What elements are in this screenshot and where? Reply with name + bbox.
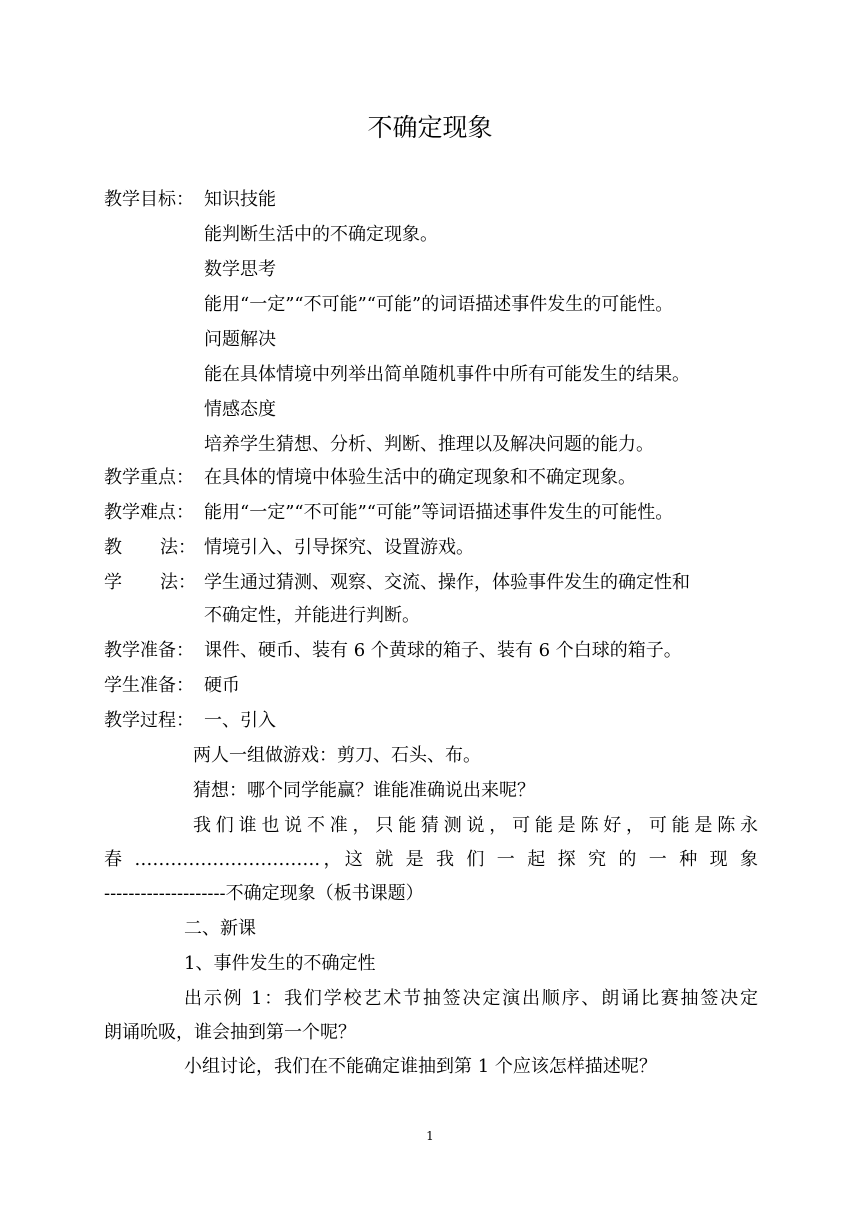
teach-method-text: 情境引入、引导探究、设置游戏。 (204, 537, 474, 558)
section-heading-uncertainty: 1、事件发生的不确定性 (184, 953, 376, 974)
teach-method-label-right: 法： (160, 537, 196, 558)
objective-heading-attitude: 情感态度 (204, 399, 276, 420)
page-number: 1 (426, 1129, 434, 1143)
key-point-label: 教学重点： (104, 467, 194, 488)
difficulty-label: 教学难点： (104, 502, 194, 523)
student-prep-text: 硬币 (204, 675, 240, 696)
example-line-1: 出示例 1：我们学校艺术节抽签决定演出顺序、朗诵比赛抽签决定 (184, 988, 758, 1009)
objective-heading-problem-solving: 问题解决 (204, 329, 276, 350)
learn-method-label-left: 学 (104, 572, 122, 593)
objective-text-math-thinking: 能用“一定”“不可能”“可能”的词语描述事件发生的可能性。 (204, 294, 674, 315)
learn-method-label-right: 法： (160, 572, 196, 593)
guess-question: 猜想：哪个同学能赢？谁能准确说出来呢？ (193, 780, 535, 801)
teach-method-label-left: 教 (104, 537, 122, 558)
example-line-2: 朗诵吮吸，谁会抽到第一个呢？ (104, 1022, 356, 1043)
paragraph-line-2: 春 ………………………….，这 就 是 我 们 一 起 探 究 的 一 种 现 象 (104, 849, 758, 870)
objective-text-attitude: 培养学生猜想、分析、判断、推理以及解决问题的能力。 (204, 434, 654, 455)
process-label: 教学过程： (104, 710, 194, 731)
difficulty-text: 能用“一定”“不可能”“可能”等词语描述事件发生的可能性。 (204, 502, 674, 523)
game-description: 两人一组做游戏：剪刀、石头、布。 (193, 745, 481, 766)
key-point-text: 在具体的情境中体验生活中的确定现象和不确定现象。 (204, 467, 636, 488)
paragraph-line-3: --------------------不确定现象（板书课题） (104, 883, 424, 904)
objective-heading-knowledge: 知识技能 (204, 189, 276, 210)
objectives-label: 教学目标： (104, 189, 194, 210)
student-prep-label: 学生准备： (104, 675, 194, 696)
intro-heading: 一、引入 (204, 710, 276, 731)
page-title: 不确定现象 (367, 113, 493, 142)
new-lesson-heading: 二、新课 (184, 918, 256, 939)
teacher-prep-text: 课件、硬币、装有 6 个黄球的箱子、装有 6 个白球的箱子。 (204, 640, 682, 661)
objective-text-knowledge: 能判断生活中的不确定现象。 (204, 224, 438, 245)
objective-text-problem-solving: 能在具体情境中列举出简单随机事件中所有可能发生的结果。 (204, 364, 690, 385)
paragraph-line-1: 我们谁也说不准，只能猜测说，可能是陈好，可能是陈永 (193, 815, 758, 836)
learn-method-text: 学生通过猜测、观察、交流、操作，体验事件发生的确定性和 (204, 572, 690, 593)
learn-method-text-cont: 不确定性，并能进行判断。 (204, 605, 420, 626)
teacher-prep-label: 教学准备： (104, 640, 194, 661)
objective-heading-math-thinking: 数学思考 (204, 259, 276, 280)
discussion-text: 小组讨论，我们在不能确定谁抽到第 1 个应该怎样描述呢？ (184, 1056, 657, 1077)
